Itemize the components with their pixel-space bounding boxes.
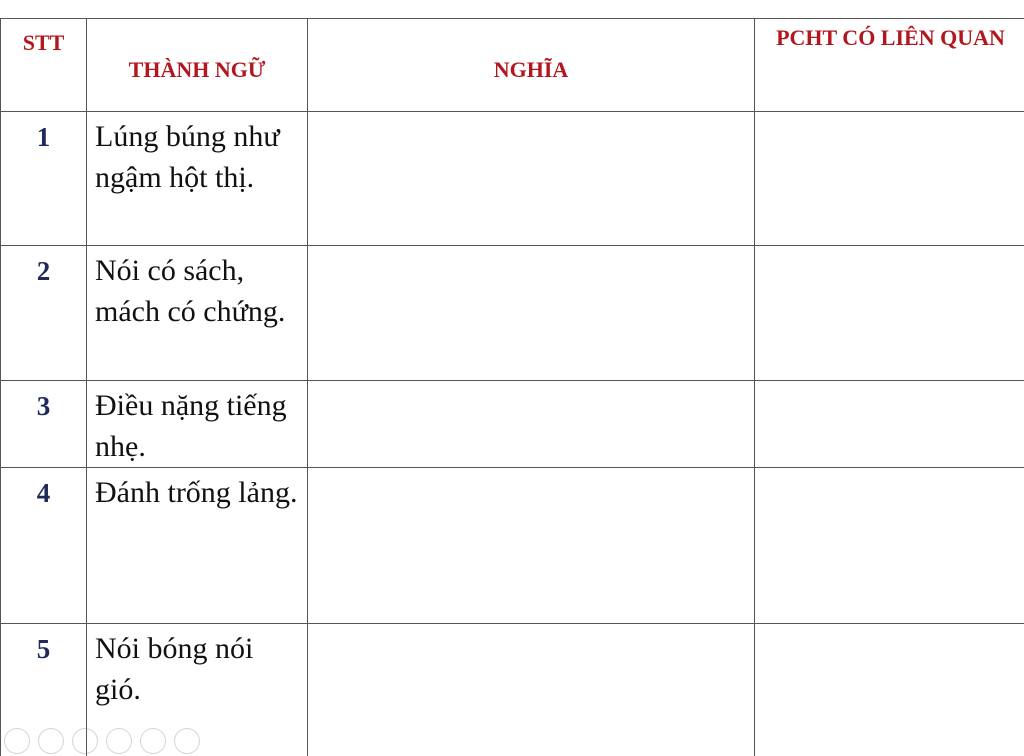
pcht-cell [755,468,1024,624]
play-icon[interactable] [38,728,64,754]
header-meaning: NGHĨA [493,57,569,82]
row-number: 5 [36,634,51,664]
idiom-text: Lúng búng như ngậm hột thị. [95,120,280,194]
pen-icon[interactable] [72,728,98,754]
row-number: 4 [36,478,51,508]
table-row [1,468,1024,624]
header-stt: STT [22,30,65,55]
header-pcht: PCHT CÓ LIÊN QUAN [776,25,1005,50]
zoom-icon[interactable] [140,728,166,754]
row-number: 1 [36,122,51,152]
pcht-cell [755,381,1024,468]
table-row [1,246,1024,381]
header-stt-cell [1,19,87,112]
idiom-table [0,18,1024,756]
header-pcht-cell [755,19,1024,112]
idiom-cell [87,468,308,624]
meaning-cell [308,381,755,468]
idiom-cell [87,112,308,246]
table-row [1,381,1024,468]
idiom-text: Đánh trống lảng. [95,476,298,509]
stt-cell [1,246,87,381]
header-idiom-cell [87,19,308,112]
stt-cell [1,112,87,246]
pcht-cell [755,246,1024,381]
table-header-row [1,19,1024,112]
meaning-cell [308,468,755,624]
meaning-cell [308,624,755,756]
more-icon[interactable] [174,728,200,754]
header-meaning-cell [308,19,755,112]
idiom-text: Điều nặng tiếng nhẹ. [95,389,287,463]
slideshow-controls [4,728,200,754]
pcht-cell [755,624,1024,756]
stt-cell [1,468,87,624]
meaning-cell [308,246,755,381]
header-idiom: THÀNH NGỮ [128,57,266,82]
idiom-cell [87,381,308,468]
pcht-cell [755,112,1024,246]
previous-icon[interactable] [4,728,30,754]
slides-grid-icon[interactable] [106,728,132,754]
idiom-cell [87,246,308,381]
idiom-text: Nói có sách, mách có chứng. [95,254,286,328]
row-number: 3 [36,391,51,421]
table-row [1,112,1024,246]
stt-cell [1,381,87,468]
row-number: 2 [36,256,51,286]
meaning-cell [308,112,755,246]
idiom-text: Nói bóng nói gió. [95,632,254,706]
